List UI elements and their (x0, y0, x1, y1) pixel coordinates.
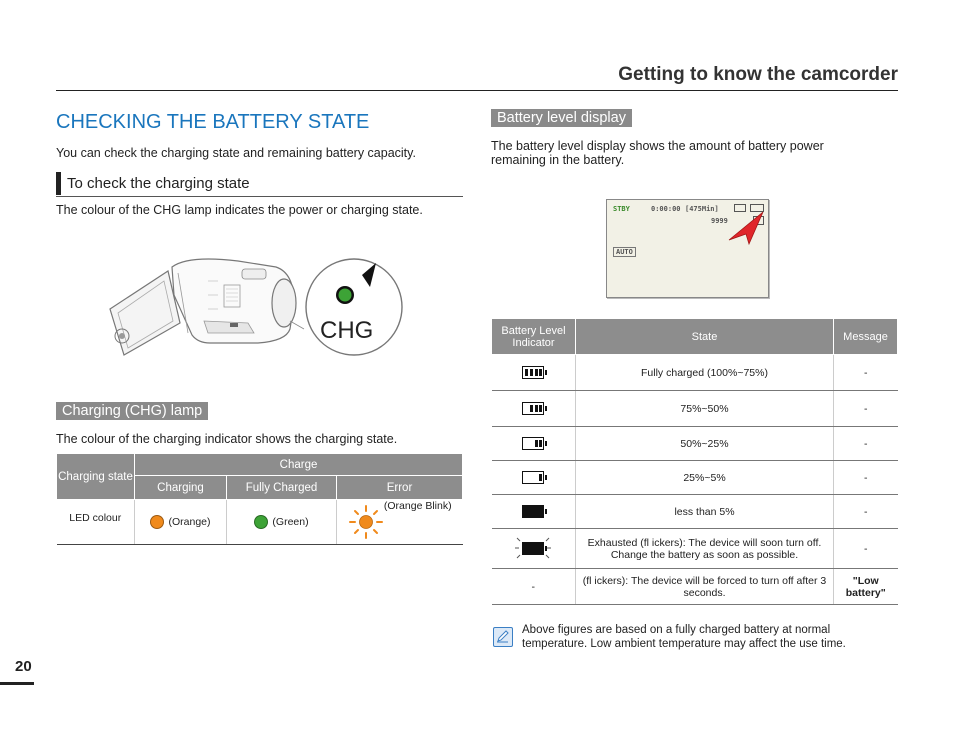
osd-remain: [475Min] (685, 205, 719, 213)
subsection-heading (56, 172, 463, 197)
header-charging-state: Charging state (57, 454, 135, 500)
charging-lamp-table (56, 453, 463, 545)
table-header-row (57, 454, 463, 476)
chg-label: CHG (320, 317, 374, 344)
state-cell: Exhausted (fl ickers): The device will soon turn off. Change the battery as soon as possible. (576, 529, 834, 569)
camcorder-illustration (108, 251, 408, 361)
message-cell: - (834, 427, 898, 461)
table-header-row (492, 319, 898, 355)
header-state: State (576, 319, 834, 355)
green-led-icon (254, 515, 268, 529)
lamp-description: The colour of the charging indicator shows the charging state. (56, 432, 398, 446)
battery-level-table (491, 318, 898, 605)
battery-section-title: Battery level display (491, 109, 632, 127)
left-column (56, 108, 463, 545)
battery-indicator-cell (492, 461, 576, 495)
state-cell: 25%~5% (576, 461, 834, 495)
lamp-section-wrapper (56, 401, 463, 420)
table-row (492, 529, 898, 569)
osd-stby: STBY (613, 205, 630, 213)
battery-exhausted-flicker-icon (522, 542, 544, 555)
lcd-screen-preview (606, 199, 769, 298)
state-cell: 75%~50% (576, 391, 834, 427)
intro-text: You can check the charging state and remaining battery capacity. (56, 146, 416, 160)
battery-indicator-cell: - (492, 569, 576, 605)
pointer-arrow-icon (725, 210, 765, 250)
header-col-error: Error (337, 476, 463, 500)
page-number (0, 655, 34, 685)
cell-fully-charged (227, 500, 337, 545)
table-row (492, 495, 898, 529)
row-label-led: LED colour (57, 500, 135, 545)
note-text: Above figures are based on a fully charged battery at normal temperature. Low ambient temperature may affect the use time. (522, 624, 846, 650)
message-cell: - (834, 529, 898, 569)
page-header (56, 64, 898, 91)
battery-full-icon (522, 366, 544, 379)
orange-led-icon (150, 515, 164, 529)
table-row (492, 427, 898, 461)
state-cell: Fully charged (100%~75%) (576, 355, 834, 391)
subsection-title: To check the charging state (67, 175, 250, 192)
right-column (491, 108, 898, 651)
lamp-section-title: Charging (CHG) lamp (56, 402, 208, 420)
table-row (57, 500, 463, 545)
header-indicator: Battery Level Indicator (492, 319, 576, 355)
battery-indicator-cell (492, 495, 576, 529)
note-pencil-icon (493, 627, 513, 647)
message-cell: - (834, 461, 898, 495)
battery-description: The battery level display shows the amount of battery power remaining in the battery. (491, 139, 824, 167)
battery-low-icon (522, 505, 544, 518)
message-cell: "Low battery" (834, 569, 898, 605)
table-row (492, 391, 898, 427)
header-charge: Charge (135, 454, 463, 476)
section-title: CHECKING THE BATTERY STATE (56, 111, 370, 133)
cell-charging (135, 500, 227, 545)
orange-blink-led-icon (348, 504, 384, 540)
battery-three-bars-icon (522, 402, 544, 415)
battery-indicator-cell (492, 355, 576, 391)
header-message: Message (834, 319, 898, 355)
orange-blink-label: (Orange Blink) (383, 500, 452, 512)
table-row (492, 355, 898, 391)
battery-indicator-cell (492, 391, 576, 427)
page-header-title: Getting to know the camcorder (618, 64, 898, 85)
osd-time: 0:00:00 (651, 205, 681, 213)
orange-label: (Orange) (168, 515, 211, 528)
battery-one-bar-icon (522, 471, 544, 484)
cell-error (337, 500, 463, 545)
chg-description: The colour of the CHG lamp indicates the power or charging state. (56, 203, 423, 217)
header-col-fully: Fully Charged (227, 476, 337, 500)
table-row (492, 461, 898, 495)
state-cell: less than 5% (576, 495, 834, 529)
state-cell: 50%~25% (576, 427, 834, 461)
battery-indicator-cell (492, 529, 576, 569)
battery-two-bars-icon (522, 437, 544, 450)
note-block (491, 623, 898, 651)
message-cell: - (834, 391, 898, 427)
battery-indicator-cell (492, 427, 576, 461)
header-col-charging: Charging (135, 476, 227, 500)
green-label: (Green) (272, 515, 309, 528)
message-cell: - (834, 495, 898, 529)
state-cell: (fl ickers): The device will be forced to turn off after 3 seconds. (576, 569, 834, 605)
table-row (492, 569, 898, 605)
message-cell: - (834, 355, 898, 391)
page-number-text: 20 (15, 658, 32, 675)
osd-count: 9999 (711, 217, 728, 225)
osd-auto-mode: AUTO (613, 247, 636, 257)
